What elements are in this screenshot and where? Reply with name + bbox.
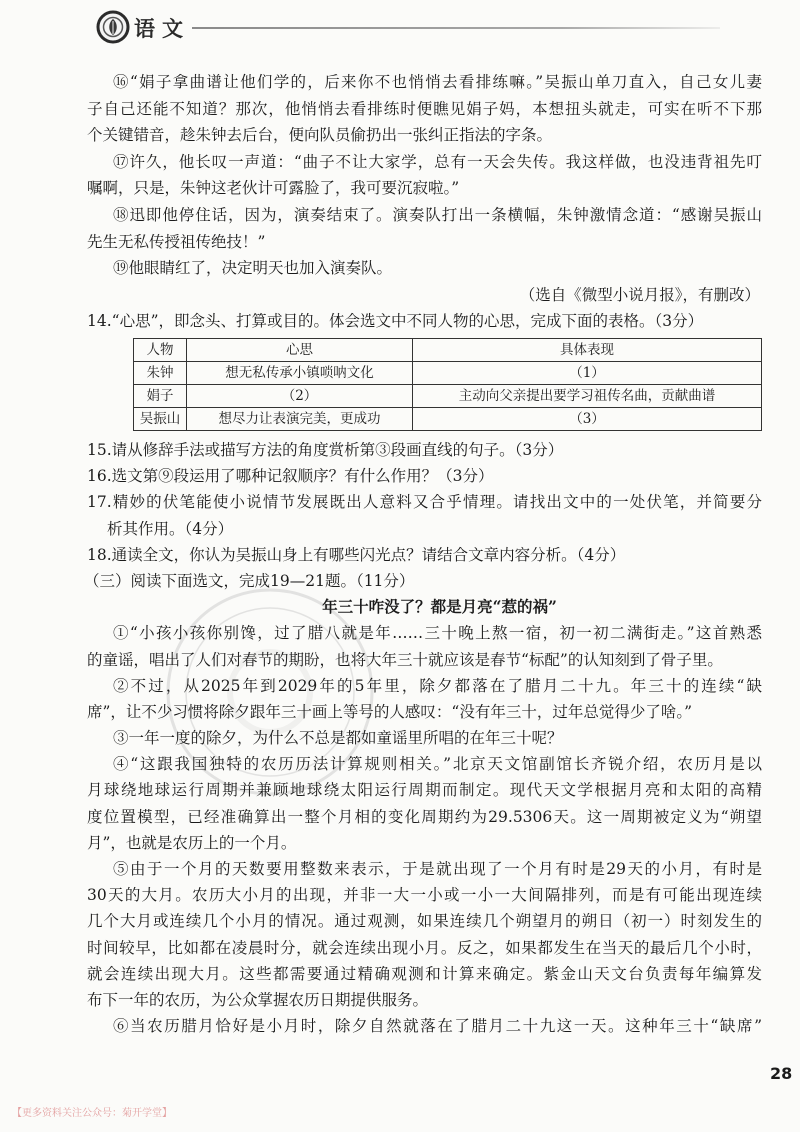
questions-and-passage [84, 437, 762, 1039]
question-15: 15.请从修辞手法或描写方法的角度赏析第③段画直线的句子。（3分） [87, 441, 564, 459]
footer-note: 【更多资料关注公众号：菊开学堂】 [12, 1108, 172, 1119]
question-18: 18.通读全文，你认为吴振山身上有哪些闪光点？请结合文章内容分析。（4分） [87, 545, 626, 564]
text-line: 度位置模型，已经准确算出一整个月相的变化周期约为29.5306天。这一周期被定义为“朔望 [87, 807, 762, 826]
text-line: ⑥当农历腊月恰好是小月时，除夕自然就落在了腊月二十九这一天。这种年三十“缺席” [113, 1017, 762, 1036]
source-citation: （选自《微型小说月报》，有删改） [519, 285, 760, 304]
table-cell: 想无私传承小镇唢呐文化 [187, 362, 413, 385]
text-line: 时间较早，比如都在凌晨时分，就会连续出现小月。反之，如果都发生在当天的最后几个小时， [87, 938, 762, 957]
question-16: 16.选文第⑨段运用了哪种记叙顺序？有什么作用？（3分） [87, 467, 494, 486]
table-cell: 吴振山 [134, 408, 187, 431]
table-cell: 朱钟 [134, 362, 187, 385]
table-cell: （2） [187, 385, 413, 408]
text-line: ⑯“娟子拿曲谱让他们学的，后来你不也悄悄去看排练嘛。”吴振山单刀直入，自己女儿妻 [113, 73, 762, 91]
story-section [87, 69, 762, 335]
text-line: ⑰许久，他长叹一声道：“曲子不让大家学，总有一天会失传。我这样做，也没违背祖先叮 [113, 152, 762, 171]
table-header-cell: 具体表现 [413, 339, 762, 362]
table-cell: （1） [413, 362, 762, 385]
table-cell: 娟子 [134, 385, 187, 408]
table-header-cell: 心思 [187, 339, 413, 362]
table-row [134, 362, 762, 385]
text-line: 的童谣，唱出了人们对春节的期盼，也将大年三十就应该是春节“标配”的认知刻到了骨子里。 [87, 650, 723, 669]
table-cell: 主动向父亲提出要学习祖传名曲，贡献曲谱 [413, 385, 762, 408]
text-line: 先生无私传授祖传绝技！” [87, 232, 266, 251]
subject-emblem-icon [96, 10, 130, 44]
subject-title: 语文 [134, 16, 190, 41]
text-line: ⑱迅即他停住话，因为，演奏结束了。演奏队打出一条横幅，朱钟激情念道：“感谢吴振山 [113, 205, 762, 224]
table-cell: （3） [413, 408, 762, 431]
table-row [134, 408, 762, 431]
text-line: 就会连续出现大月。这些都需要通过精确观测和计算来确定。紫金山天文台负责每年编算发 [87, 964, 762, 983]
question-17: 17.精妙的伏笔能使小说情节发展既出人意料又合乎情理。请找出文中的一处伏笔，并简要分 [87, 493, 762, 512]
text-line: 个关键错音，趁朱钟去后台，便向队员偷扔出一张纠正指法的字条。 [87, 126, 553, 145]
passage-title: 年三十咋没了？都是月亮“惹的祸” [322, 597, 557, 617]
text-line: 席”，让不少习惯将除夕跟年三十画上等号的人感叹：“没有年三十，过年总觉得少了啥。” [87, 702, 693, 721]
text-line: ①“小孩小孩你别馋，过了腊八就是年……三十晚上熬一宿，初一初二满街走。”这首熟悉 [113, 624, 762, 643]
text-line: ②不过，从2025年到2029年的5年里，除夕都落在了腊月二十九。年三十的连续“缺 [113, 676, 762, 695]
text-line: ⑤由于一个月的天数要用整数来表示，于是就出现了一个月有时是29天的小月，有时是 [113, 860, 762, 878]
text-line: 月球绕地球运行周期并兼顾地球绕太阳运行周期而制定。现代天文学根据月亮和太阳的高精 [87, 781, 762, 800]
table-row [134, 385, 762, 408]
header-rule [192, 27, 720, 29]
question-17-continued: 析其作用。（4分） [107, 519, 234, 538]
table-cell: 想尽力让表演完美，更成功 [187, 408, 413, 431]
text-line: ⑲他眼睛红了，决定明天也加入演奏队。 [113, 259, 393, 278]
table-header-row [134, 339, 762, 362]
question-14-table [133, 338, 762, 431]
text-line: 嘱啊，只是，朱钟这老伙计可露脸了，我可要沉寂啦。” [87, 179, 460, 198]
text-line: 布下一年的农历，为公众掌握农历日期提供服务。 [87, 990, 429, 1009]
page-number: 28 [770, 1064, 793, 1083]
text-line: 子自己还能不知道？那次，他悄悄去看排练时便瞧见娟子妈，本想扭头就走，可实在听不下那 [87, 99, 762, 118]
text-line: ③一年一度的除夕，为什么不总是都如童谣里所唱的在年三十呢？ [113, 729, 563, 748]
table-header-cell: 人物 [134, 339, 187, 362]
question-14: 14.“心思”，即念头、打算或目的。体会选文中不同人物的心思，完成下面的表格。（3分） [87, 312, 704, 331]
text-line: 几个大月或连续几个小月的情况。通过观测，如果连续几个朔望月的朔日（初一）时刻发生的 [87, 912, 762, 931]
text-line: 月”，也就是农历上的一个月。 [87, 833, 297, 852]
section-heading: （三）阅读下面选文，完成19—21题。（11分） [84, 571, 415, 590]
text-line: 30天的大月。农历大小月的出现，并非一大一小或一小一大间隔排列，而是有可能出现连续 [87, 886, 762, 905]
text-line: ④“这跟我国独特的农历历法计算规则相关。”北京天文馆副馆长齐锐介绍，农历月是以 [113, 755, 762, 774]
